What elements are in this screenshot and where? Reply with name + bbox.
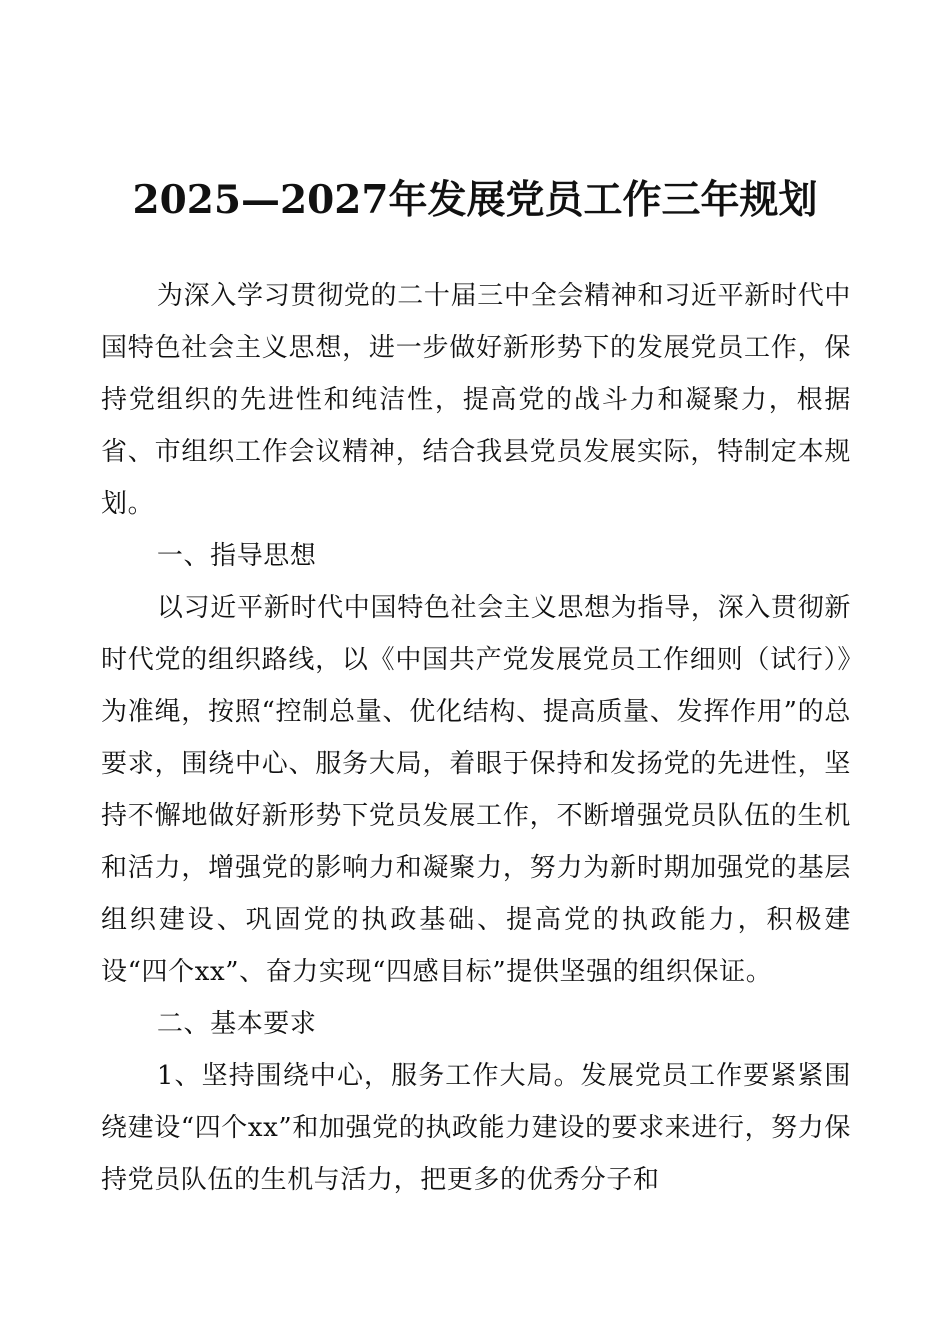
document-body xyxy=(101,270,851,1206)
requirement-1-paragraph: 1、坚持围绕中心，服务工作大局。发展党员工作要紧紧围绕建设“四个xx”和加强党的执政能力建设的要求来进行，努力保持党员队伍的生机与活力，把更多的优秀分子和 xyxy=(101,1061,851,1195)
document-title: 2025—2027年发展党员工作三年规划 xyxy=(132,177,818,223)
guiding-ideology-paragraph: 以习近平新时代中国特色社会主义思想为指导，深入贯彻新时代党的组织路线，以《中国共产党发展党员工作细则（试行）》为准绳，按照“控制总量、优化结构、提高质量、发挥作用”的总要求，围绕中心、服务大局，着眼于保持和发扬党的先进性，坚持不懈地做好新形势下党员发展工作，不断增强党员队伍的生机和活力，增强党的影响力和凝聚力，努力为新时期加强党的基层组织建设、巩固党的执政基础、提高党的执政能力，积极建设“四个xx”、奋力实现“四感目标”提供坚强的组织保证。 xyxy=(101,593,851,987)
section-heading-guiding-ideology: 一、指导思想 xyxy=(156,541,317,571)
section-heading-basic-requirements: 二、基本要求 xyxy=(156,1009,317,1039)
intro-paragraph: 为深入学习贯彻党的二十届三中全会精神和习近平新时代中国特色社会主义思想，进一步做好新形势下的发展党员工作，保持党组织的先进性和纯洁性，提高党的战斗力和凝聚力，根据省、市组织工作会议精神，结合我县党员发展实际，特制定本规划。 xyxy=(101,281,851,519)
